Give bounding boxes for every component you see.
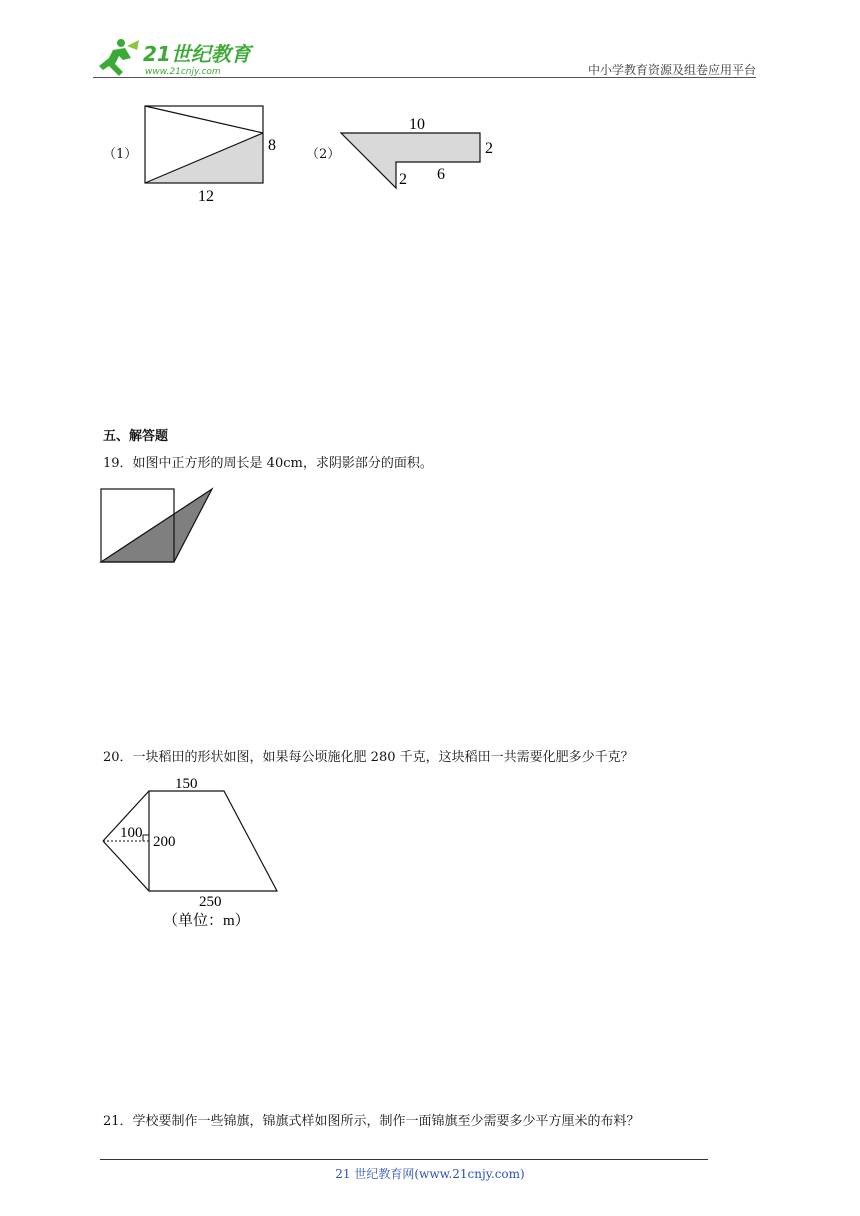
question-20-left-label: 100 <box>120 825 143 841</box>
question-20-height-label: 200 <box>153 834 176 850</box>
question-21 <box>103 1113 640 1131</box>
question-20-bottom-label: 250 <box>199 894 222 910</box>
figure-1-label: （1） <box>103 147 138 162</box>
question-number: 20． <box>103 750 133 765</box>
footer-link[interactable]: 21 世纪教育网(www.21cnjy.com) <box>335 1167 525 1181</box>
question-19 <box>103 455 433 473</box>
figure-2-bottom-label: 6 <box>437 166 445 183</box>
question-20-top-label: 150 <box>175 776 198 792</box>
site-logo <box>93 36 263 80</box>
logo-url: www.21cnjy.com <box>145 67 221 77</box>
figure-1-rectangle <box>140 100 290 210</box>
question-text: 学校要制作一些锦旗，锦旗式样如图所示，制作一面锦旗至少需要多少平方厘米的布料？ <box>132 1114 640 1129</box>
figure-2-shape <box>335 110 505 195</box>
question-number: 21． <box>103 1114 133 1129</box>
question-text: 一块稻田的形状如图，如果每公顷施化肥 280 千克，这块稻田一共需要化肥多少千克？ <box>132 750 634 765</box>
question-number: 19． <box>103 456 133 471</box>
figure-2-notch-label: 2 <box>399 171 407 188</box>
question-20-figure <box>95 773 295 935</box>
figure-1-height-label: 8 <box>268 137 276 154</box>
question-text: 如图中正方形的周长是 40cm，求阴影部分的面积。 <box>132 456 433 471</box>
figure-2-top-label: 10 <box>409 116 425 133</box>
question-20-unit-label: （单位：m） <box>163 913 250 929</box>
question-19-figure <box>95 483 220 568</box>
question-20 <box>103 749 634 767</box>
figure-1-width-label: 12 <box>198 188 214 205</box>
header-tagline: 中小学教育资源及组卷应用平台 <box>587 63 756 77</box>
runner-icon <box>99 39 139 76</box>
footer-divider <box>100 1159 708 1160</box>
figure-2-label: （2） <box>306 147 341 162</box>
header-divider <box>93 77 756 78</box>
figure-2-right-label: 2 <box>485 140 493 157</box>
logo-title: 21世纪教育 <box>143 42 251 66</box>
section-title: 五、解答题 <box>103 429 169 444</box>
